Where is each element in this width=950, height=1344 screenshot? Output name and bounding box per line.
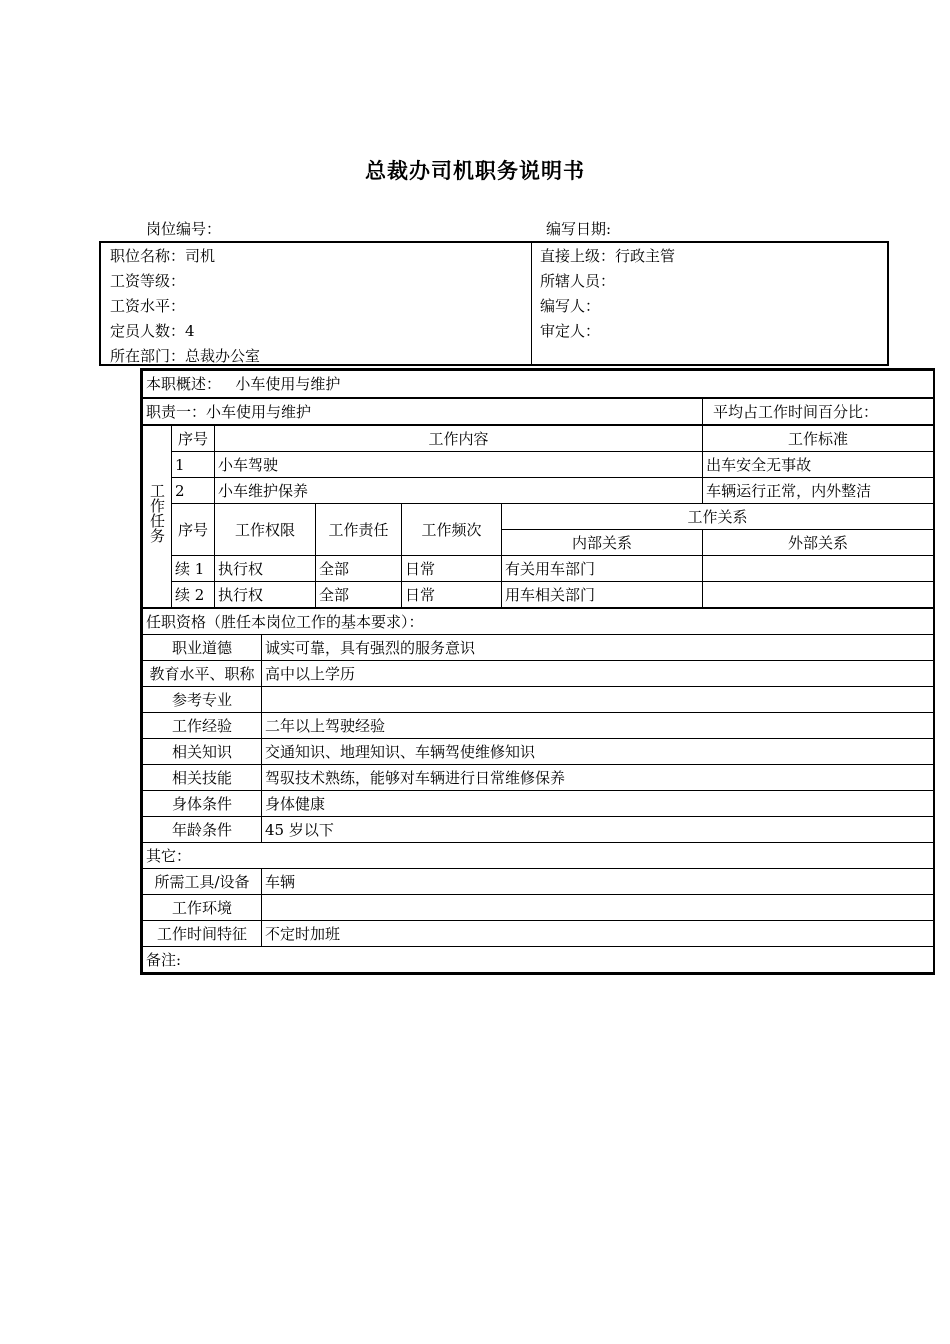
- qualification-row: [143, 713, 934, 739]
- other-item-value: 不定时加班: [262, 921, 934, 947]
- task-content: 小车驾驶: [215, 452, 703, 478]
- overview-label: 本职概述：: [146, 375, 222, 393]
- qualification-label: 工作经验: [143, 713, 262, 739]
- headcount: 定员人数：4: [110, 322, 195, 340]
- job-description-table: [140, 368, 935, 975]
- duty-percentage-label: 平均占工作时间百分比：: [703, 399, 934, 425]
- auth-frequency: 日常: [402, 556, 502, 582]
- qualification-value: 二年以上驾驶经验: [262, 713, 934, 739]
- tasks-table: [142, 425, 934, 608]
- position-name: 职位名称：司机: [110, 247, 216, 265]
- other-item-value: [262, 895, 934, 921]
- auth-authority: 执行权: [215, 582, 316, 608]
- auth-authority: 执行权: [215, 556, 316, 582]
- qualification-row: [143, 791, 934, 817]
- task-seq: 2: [172, 478, 215, 504]
- position-number-label: 岗位编号：: [146, 220, 222, 238]
- auth-frequency-header: 工作频次: [402, 504, 502, 556]
- qualification-row: [143, 765, 934, 791]
- date-label: 编写日期:: [546, 220, 612, 238]
- duty-label: 职责一：小车使用与维护: [143, 399, 703, 425]
- auth-external-header: 外部关系: [703, 530, 934, 556]
- task-row: [143, 452, 934, 478]
- qualification-row: [143, 635, 934, 661]
- task-standard: 出车安全无事故: [703, 452, 934, 478]
- auth-relations-header: 工作关系: [502, 504, 934, 530]
- subordinates: 所辖人员：: [540, 272, 616, 290]
- other-item-label: 工作环境: [143, 895, 262, 921]
- qualification-label: 参考专业: [143, 687, 262, 713]
- auth-seq-header: 序号: [172, 504, 215, 556]
- tasks-side-label: 工作任务: [148, 483, 166, 543]
- qualifications-title-row: [143, 609, 934, 635]
- other-row: [143, 895, 934, 921]
- task-content: 小车维护保养: [215, 478, 703, 504]
- auth-seq: 续 1: [172, 556, 215, 582]
- notes-row: [143, 947, 934, 973]
- qualification-value: 45 岁以下: [262, 817, 934, 843]
- other-item-label: 所需工具/设备: [143, 869, 262, 895]
- task-row: [143, 478, 934, 504]
- other-label: 其它：: [143, 843, 934, 869]
- duty-row: [143, 399, 934, 425]
- auth-header-row: [143, 504, 934, 530]
- qualification-label: 教育水平、职称: [143, 661, 262, 687]
- qualification-value: 诚实可靠，具有强烈的服务意识: [262, 635, 934, 661]
- notes-label: 备注:: [143, 947, 934, 973]
- qualification-label: 年龄条件: [143, 817, 262, 843]
- auth-responsibility-header: 工作责任: [316, 504, 402, 556]
- auth-row: [143, 556, 934, 582]
- auth-responsibility: 全部: [316, 556, 402, 582]
- qualification-label: 相关知识: [143, 739, 262, 765]
- document-title: 总裁办司机职务说明书: [365, 159, 585, 183]
- qualification-value: [262, 687, 934, 713]
- auth-seq: 续 2: [172, 582, 215, 608]
- qualification-row: [143, 661, 934, 687]
- qualification-row: [143, 817, 934, 843]
- qualification-row: [143, 687, 934, 713]
- overview-table: [142, 370, 934, 398]
- auth-internal: 用车相关部门: [502, 582, 703, 608]
- other-title-row: [143, 843, 934, 869]
- qualifications-table: [142, 608, 934, 973]
- overview-row: [143, 371, 934, 398]
- other-item-label: 工作时间特征: [143, 921, 262, 947]
- author: 编写人：: [540, 297, 601, 315]
- department: 所在部门：总裁办公室: [110, 347, 261, 365]
- direct-supervisor: 直接上级：行政主管: [540, 247, 676, 265]
- qualification-label: 相关技能: [143, 765, 262, 791]
- auth-internal: 有关用车部门: [502, 556, 703, 582]
- salary-grade: 工资等级：: [110, 272, 186, 290]
- qualification-label: 身体条件: [143, 791, 262, 817]
- qualification-label: 职业道德: [143, 635, 262, 661]
- task-standard-header: 工作标准: [703, 426, 934, 452]
- auth-external: [703, 582, 934, 608]
- duty-table: [142, 398, 934, 425]
- auth-row: [143, 582, 934, 608]
- other-row: [143, 869, 934, 895]
- auth-external: [703, 556, 934, 582]
- tasks-side-label-cell: [143, 426, 172, 608]
- salary-level: 工资水平：: [110, 297, 186, 315]
- auth-internal-header: 内部关系: [502, 530, 703, 556]
- task-content-header: 工作内容: [215, 426, 703, 452]
- tasks-header-row: [143, 426, 934, 452]
- overview-cell: [143, 371, 934, 398]
- qualification-row: [143, 739, 934, 765]
- qualifications-label: 任职资格（胜任本岗位工作的基本要求）：: [143, 609, 934, 635]
- task-standard: 车辆运行正常，内外整洁: [703, 478, 934, 504]
- task-seq-header: 序号: [172, 426, 215, 452]
- task-seq: 1: [172, 452, 215, 478]
- qualification-value: 驾驭技术熟练，能够对车辆进行日常维修保养: [262, 765, 934, 791]
- qualification-value: 高中以上学历: [262, 661, 934, 687]
- other-item-value: 车辆: [262, 869, 934, 895]
- header-divider: [531, 243, 532, 364]
- header-info-box: [99, 241, 889, 366]
- auth-responsibility: 全部: [316, 582, 402, 608]
- auth-frequency: 日常: [402, 582, 502, 608]
- other-row: [143, 921, 934, 947]
- qualification-value: 交通知识、地理知识、车辆驾使维修知识: [262, 739, 934, 765]
- auth-authority-header: 工作权限: [215, 504, 316, 556]
- qualification-value: 身体健康: [262, 791, 934, 817]
- overview-value: 小车使用与维护: [235, 375, 341, 393]
- reviewer: 审定人：: [540, 322, 601, 340]
